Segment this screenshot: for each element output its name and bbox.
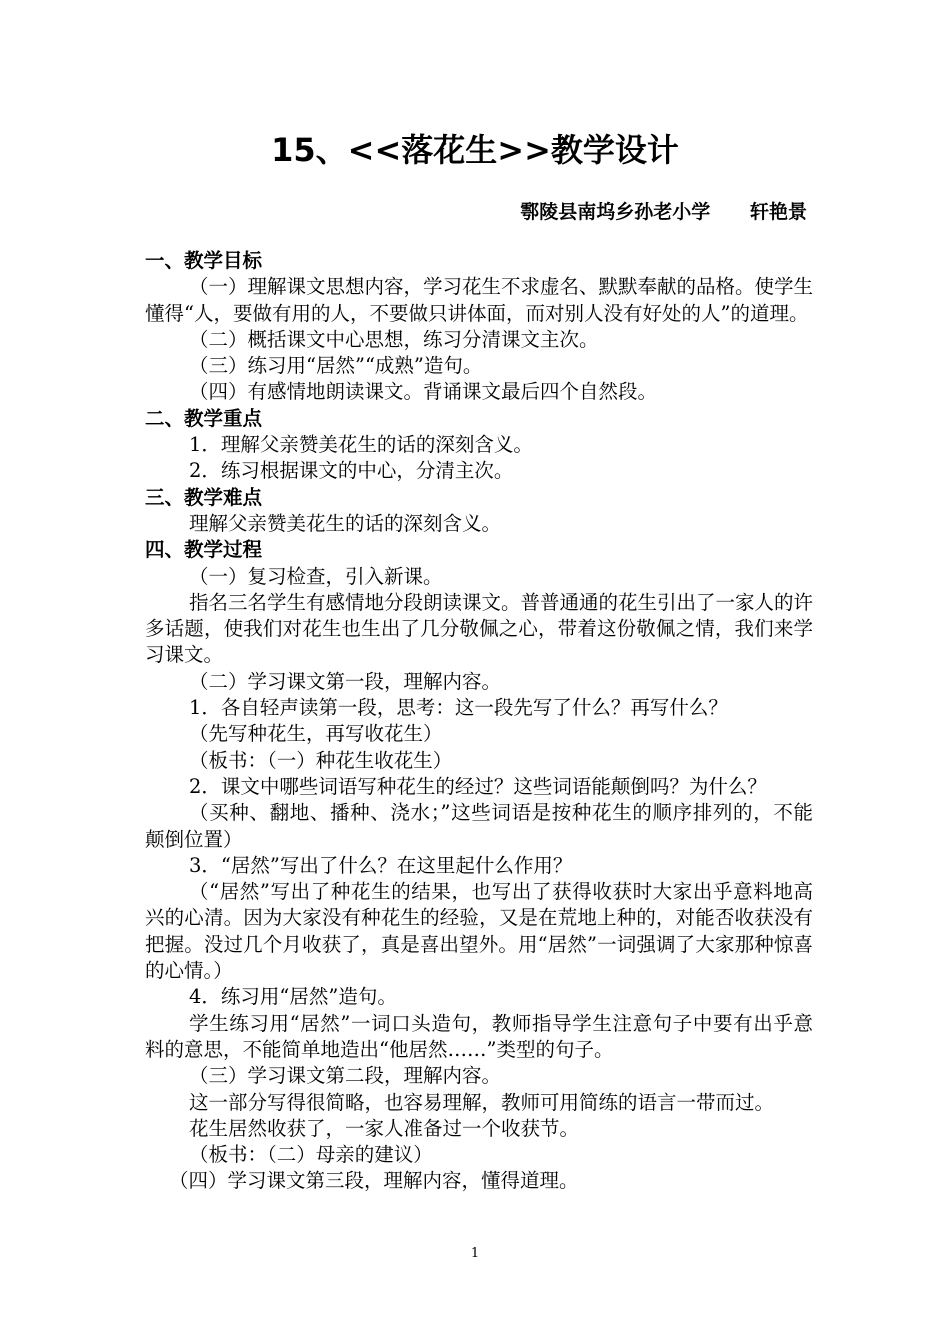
paragraph: （一）理解课文思想内容，学习花生不求虚名、默默奉献的品格。使学生懂得“人，要做有用的人，不要做只讲体面，而对别人没有好处的人”的道理。	[145, 275, 814, 325]
paragraph: 3．“居然”写出了什么？在这里起什么作用？	[189, 853, 573, 877]
paragraph: （板书：（一）种花生收花生）	[189, 748, 453, 772]
paragraph: （板书：（二）母亲的建议）	[189, 1143, 433, 1167]
paragraph: 1．理解父亲赞美花生的话的深刻含义。	[189, 433, 533, 457]
paragraph: （“居然”写出了种花生的结果，也写出了获得收获时大家出乎意料地高兴的心清。因为大家没有种花生的经验，又是在荒地上种的，对能否收获没有把握。没过几个月收获了，真是喜出望外。用“居然”一词强调了大家那种惊喜的心情。）	[145, 880, 813, 983]
paragraph: （二）学习课文第一段，理解内容。	[189, 669, 502, 693]
paragraph: （四）学习课文第三段，理解内容，懂得道理。	[169, 1169, 579, 1193]
paragraph: （三）学习课文第二段，理解内容。	[189, 1064, 502, 1088]
paragraph: 4．练习用“居然”造句。	[189, 985, 397, 1009]
paragraph: 指名三名学生有感情地分段朗读课文。普普通通的花生引出了一家人的许多话题，使我们对花生也生出了几分敬佩之心，带着这份敬佩之情，我们来学习课文。	[145, 590, 814, 667]
author-line: 鄠陵县南坞乡孙老小学 轩艳景	[520, 201, 807, 223]
paragraph: （一）复习检查，引入新课。	[189, 564, 443, 588]
paragraph: 1．各自轻声读第一段，思考：这一段先写了什么？再写什么？	[189, 696, 728, 720]
paragraph: 2．课文中哪些词语写种花生的经过？这些词语能颠倒吗？为什么？	[189, 774, 767, 798]
paragraph: 花生居然收获了，一家人准备过一个收获节。	[189, 1116, 580, 1140]
section-heading: 四、教学过程	[145, 538, 263, 562]
paragraph: 学生练习用“居然”一词口头造句，教师指导学生注意句子中要有出乎意料的意思，不能简单地造出“他居然……”类型的句子。	[145, 1011, 813, 1061]
page-number: 1	[470, 1246, 480, 1261]
paragraph: 理解父亲赞美花生的话的深刻含义。	[189, 511, 502, 535]
document-title: 15、<<落花生>>教学设计	[271, 131, 679, 169]
document-body	[145, 248, 813, 1195]
section-heading: 二、教学重点	[145, 406, 263, 430]
section-heading: 三、教学难点	[145, 485, 263, 509]
paragraph: （二）概括课文中心思想，练习分清课文主次。	[189, 327, 599, 351]
paragraph: （三）练习用“居然”“成熟”造句。	[189, 354, 483, 378]
paragraph: （先写种花生，再写收花生）	[189, 722, 443, 746]
paragraph: （买种、翻地、播种、浇水；”这些词语是按种花生的顺序排列的，不能颠倒位置）	[145, 801, 813, 851]
section-heading: 一、教学目标	[145, 249, 263, 272]
paragraph: 2．练习根据课文的中心，分清主次。	[189, 459, 514, 483]
paragraph: （四）有感情地朗读课文。背诵课文最后四个自然段。	[189, 380, 658, 404]
paragraph: 这一部分写得很简略，也容易理解，教师可用简练的语言一带而过。	[189, 1090, 775, 1114]
